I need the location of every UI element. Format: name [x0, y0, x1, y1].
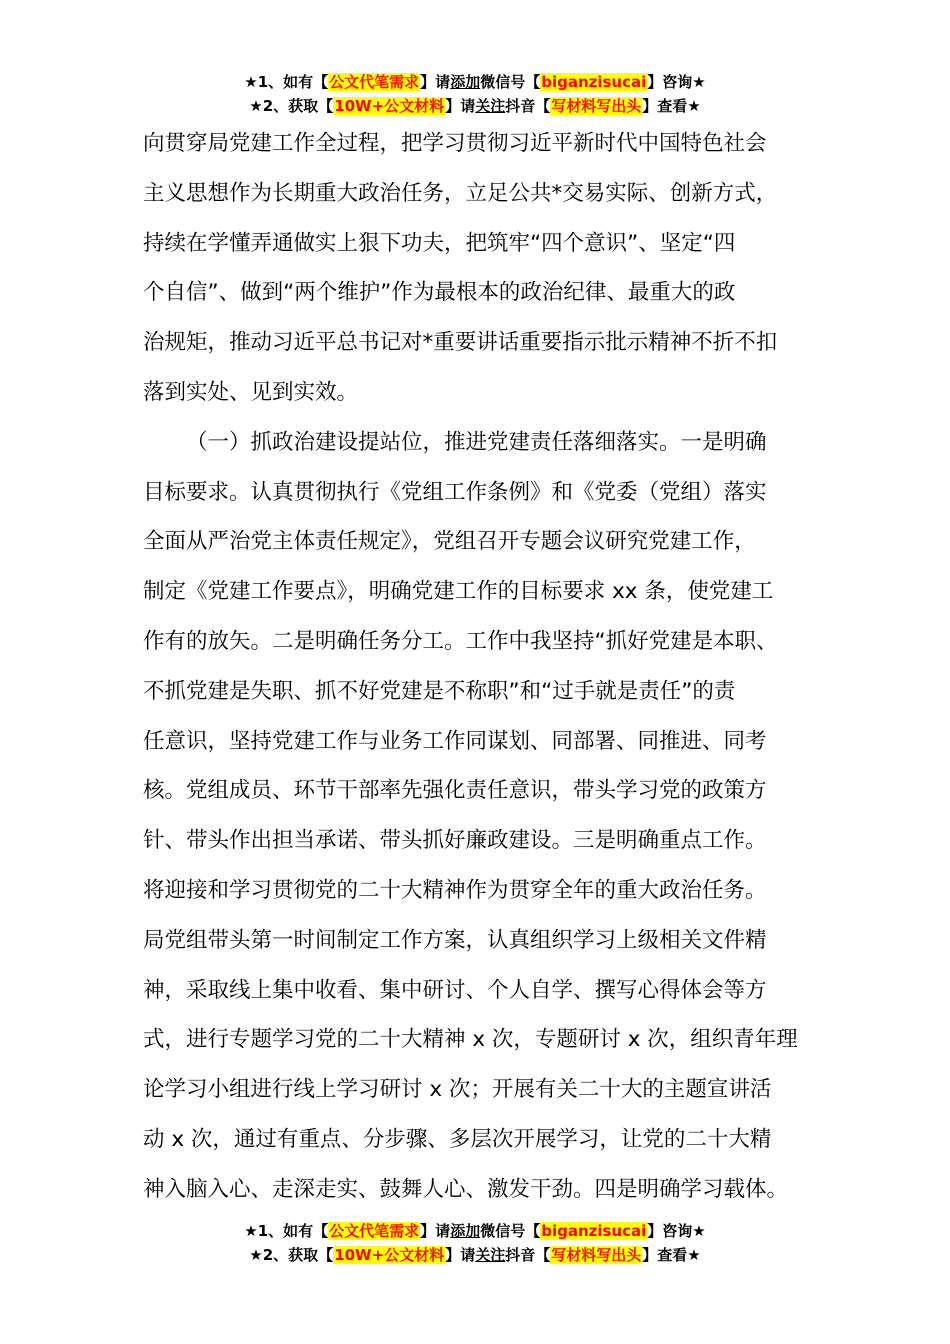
banner-text: 】查看★ — [642, 97, 701, 115]
body-line: 主义思想作为长期重大政治任务，立足公共*交易实际、创新方式， — [143, 180, 778, 206]
banner-text: ★2、获取【 — [249, 1246, 334, 1264]
body-line: 作有的放矢。二是明确任务分工。工作中我坚持“抓好党建是本职、 — [143, 628, 778, 654]
body-line: 神入脑入心、走深走实、鼓舞人心、激发干劲。四是明确学习载体。 — [143, 1176, 789, 1202]
banner-highlight: biganzisucai — [541, 73, 647, 91]
banner-text: 抖音【 — [505, 97, 551, 115]
body-line: 局党组带头第一时间制定工作方案，认真组织学习上级相关文件精 — [143, 927, 767, 953]
banner-line-1 — [0, 1219, 950, 1243]
banner-highlight: biganzisucai — [541, 1222, 647, 1240]
banner-text: ★2、获取【 — [249, 97, 334, 115]
body-line: 论学习小组进行线上学习研讨 x 次；开展有关二十大的主题宣讲活 — [143, 1077, 772, 1103]
banner-text: ★1、如有【 — [244, 1222, 329, 1240]
banner-text: 】查看★ — [642, 1246, 701, 1264]
banner-highlight: 公文代笔需求 — [329, 73, 420, 91]
body-line: 全面从严治党主体责任规定》，党组召开专题会议研究党建工作， — [143, 529, 756, 555]
banner-text: 微信号【 — [480, 73, 541, 91]
body-line: 任意识，坚持党建工作与业务工作同谋划、同部署、同推进、同考 — [143, 728, 767, 754]
banner-text: 】请 — [420, 73, 451, 91]
banner-underlined: 添加 — [450, 1222, 481, 1240]
banner-highlight: 写材料写出头 — [551, 97, 642, 115]
body-line: 动 x 次，通过有重点、分步骤、多层次开展学习，让党的二十大精 — [143, 1126, 772, 1152]
footer-banner — [0, 1219, 950, 1267]
banner-text: 】咨询★ — [647, 73, 706, 91]
banner-line-1 — [0, 70, 950, 94]
body-line: 向贯穿局党建工作全过程，把学习贯彻习近平新时代中国特色社会 — [143, 131, 767, 156]
section-heading-line: （一）抓政治建设提站位，推进党建责任落细落实。一是明确 — [186, 429, 767, 455]
header-banner — [0, 70, 950, 118]
banner-underlined: 关注 — [475, 97, 506, 115]
body-line: 持续在学懂弄通做实上狠下功夫，把筑牢“四个意识”、坚定“四 — [143, 230, 736, 256]
banner-line-2 — [0, 94, 950, 118]
banner-underlined: 关注 — [475, 1246, 506, 1264]
body-line: 不抓党建是失职、抓不好党建是不称职”和“过手就是责任”的责 — [143, 678, 736, 704]
banner-text: 】咨询★ — [647, 1222, 706, 1240]
body-line: 针、带头作出担当承诺、带头抓好廉政建设。三是明确重点工作。 — [143, 828, 767, 854]
document-body — [143, 119, 823, 1215]
banner-highlight: 写材料写出头 — [551, 1246, 642, 1264]
banner-highlight: 10W+公文材料 — [334, 97, 445, 115]
banner-text: 抖音【 — [505, 1246, 551, 1264]
banner-text: 】请 — [445, 97, 476, 115]
banner-text: 微信号【 — [480, 1222, 541, 1240]
body-line: 个自信”、做到“两个维护”作为最根本的政治纪律、最重大的政 — [143, 280, 736, 306]
body-line: 式，进行专题学习党的二十大精神 x 次，专题研讨 x 次，组织青年理 — [143, 1027, 798, 1053]
banner-text: 】请 — [445, 1246, 476, 1264]
body-line: 制定《党建工作要点》，明确党建工作的目标要求 xx 条，使党建工 — [143, 579, 774, 605]
body-line: 落到实处、见到实效。 — [143, 379, 359, 405]
banner-text: 】请 — [420, 1222, 451, 1240]
banner-text: ★1、如有【 — [244, 73, 329, 91]
banner-highlight: 公文代笔需求 — [329, 1222, 420, 1240]
body-line: 将迎接和学习贯彻党的二十大精神作为贯穿全年的重大政治任务。 — [143, 877, 767, 903]
body-line: 治规矩，推动习近平总书记对*重要讲话重要指示批示精神不折不扣 — [143, 330, 778, 356]
banner-line-2 — [0, 1243, 950, 1267]
body-line: 核。党组成员、环节干部率先强化责任意识，带头学习党的政策方 — [143, 778, 767, 804]
body-line: 神，采取线上集中收看、集中研讨、个人自学、撰写心得体会等方 — [143, 977, 767, 1003]
body-line: 目标要求。认真贯彻执行《党组工作条例》和《党委（党组）落实 — [143, 479, 767, 505]
banner-highlight: 10W+公文材料 — [334, 1246, 445, 1264]
banner-underlined: 添加 — [450, 73, 481, 91]
